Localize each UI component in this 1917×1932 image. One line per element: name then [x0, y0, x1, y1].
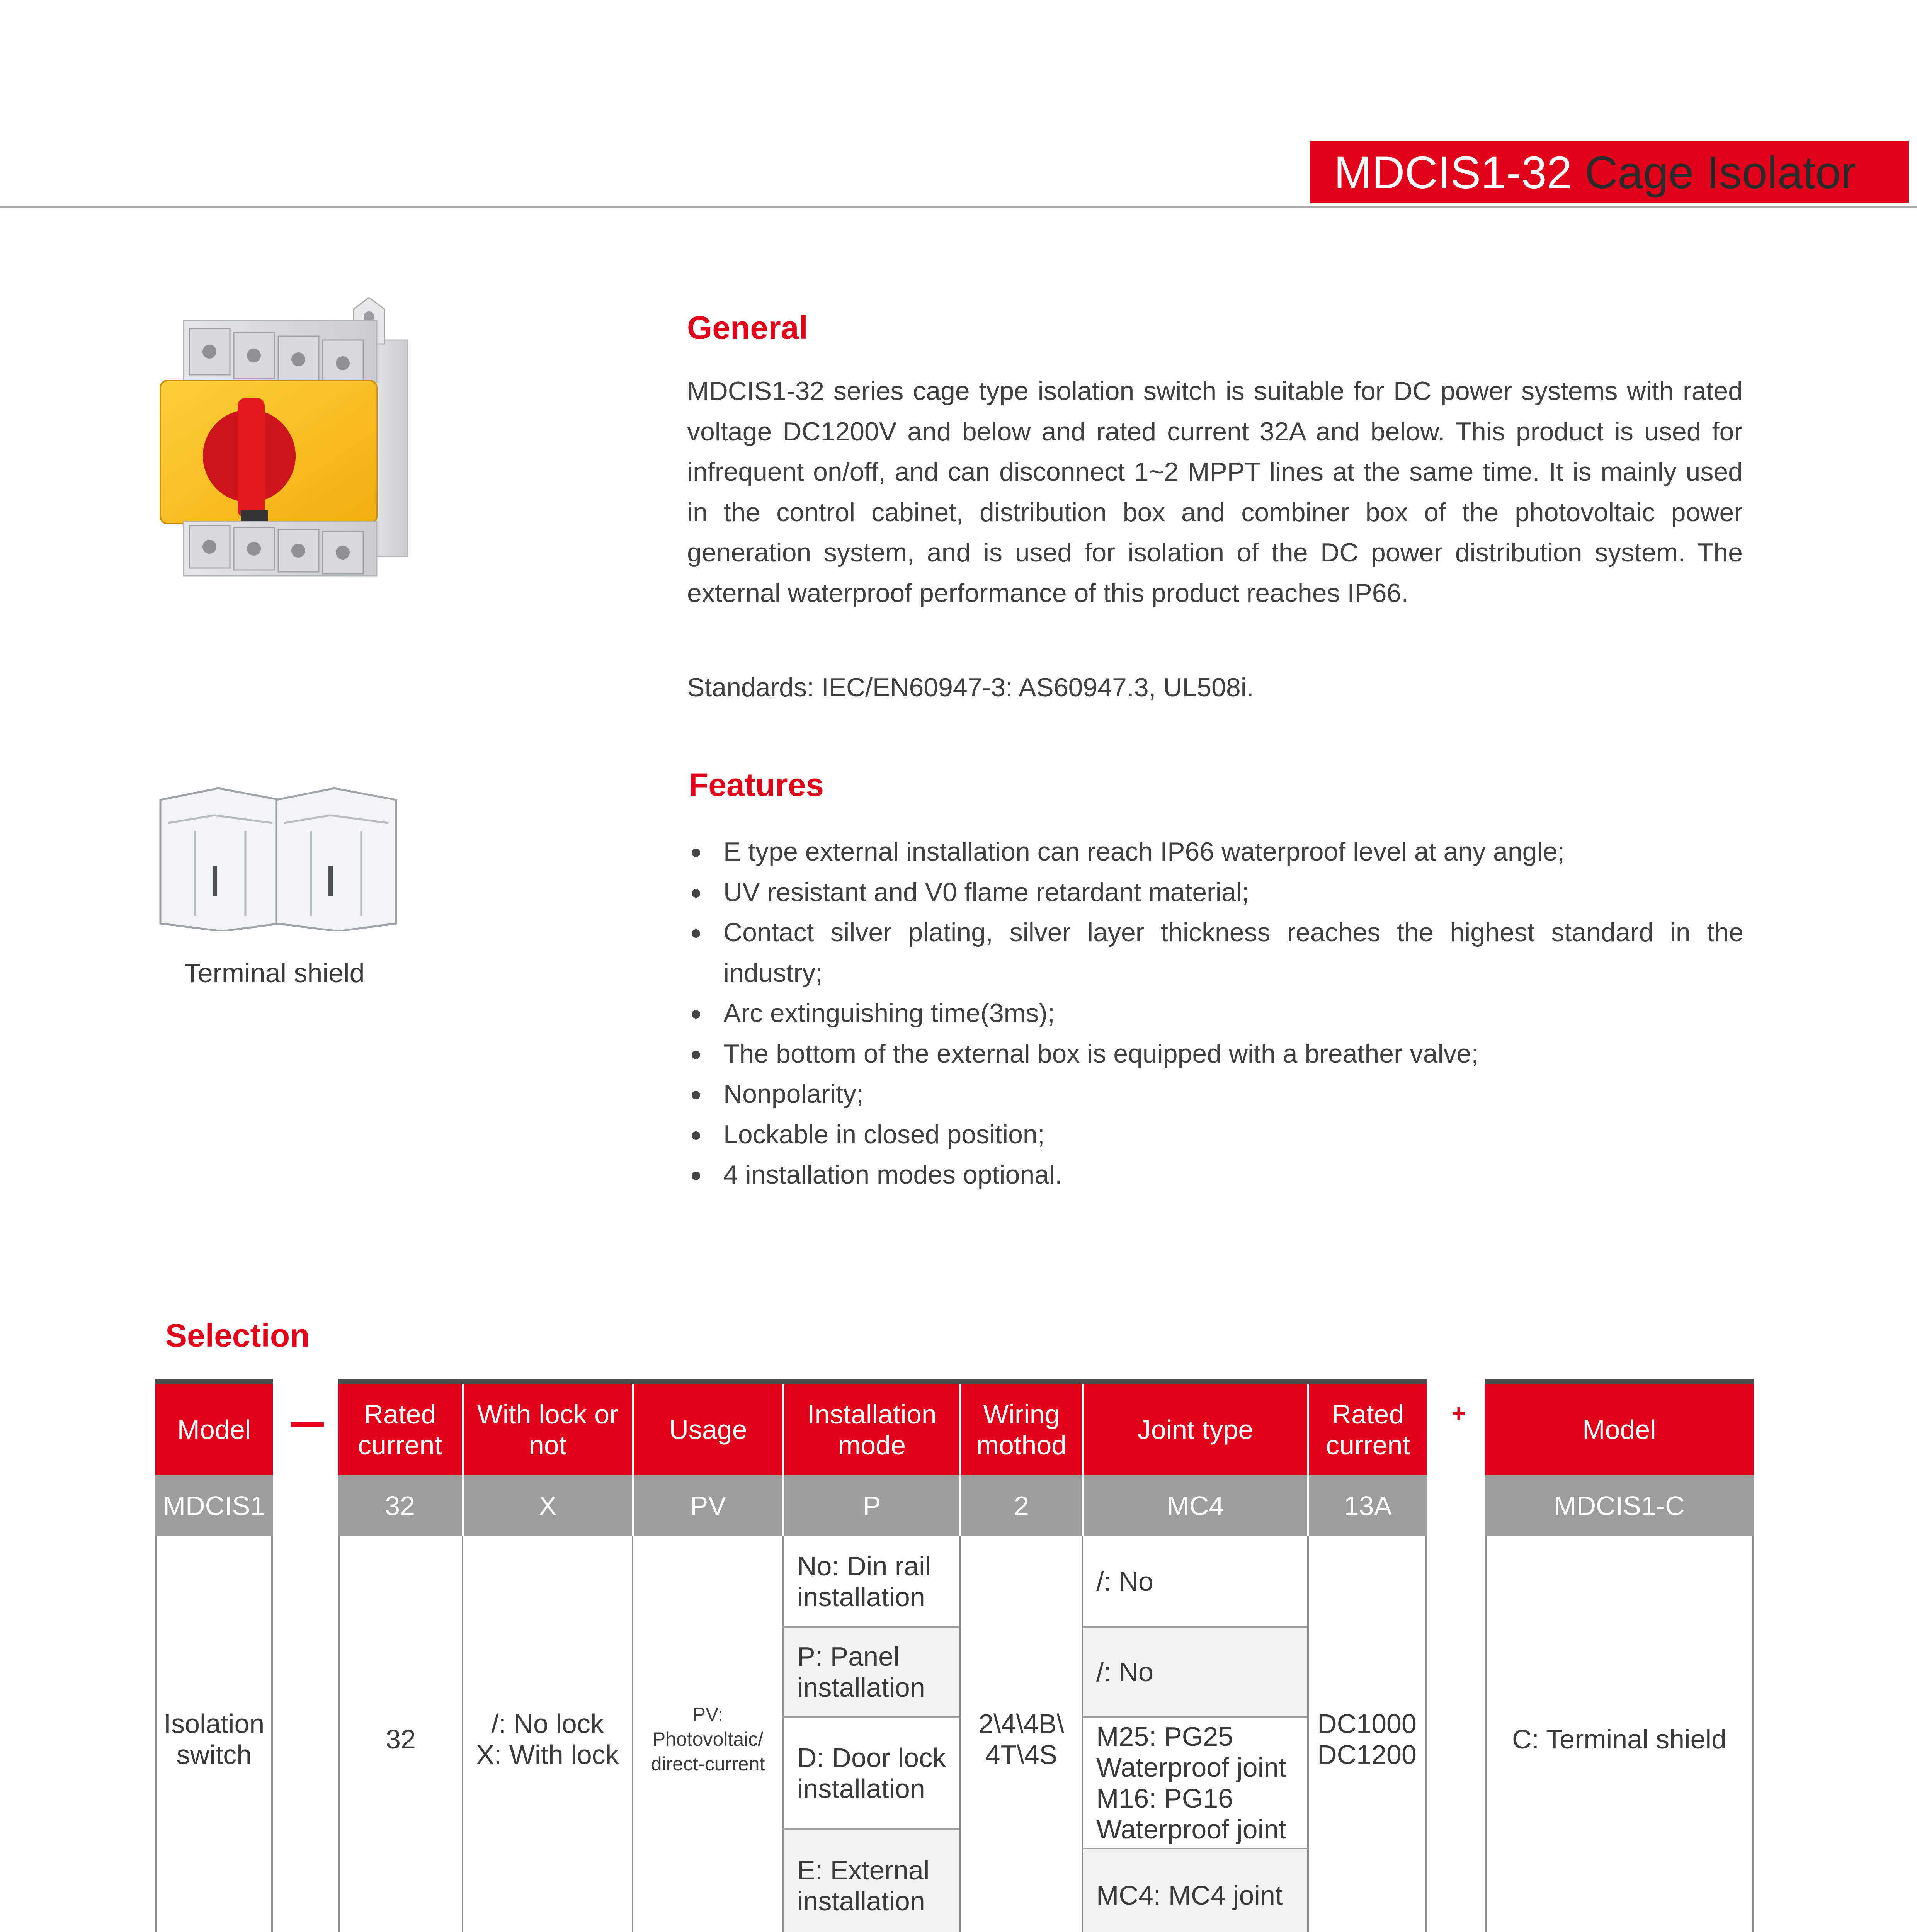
detail-usage: PV: Photovoltaic/ direct-current — [632, 1536, 782, 1932]
detail-model: Isolation switch — [155, 1536, 273, 1932]
general-description: MDCIS1-32 series cage type isolation switch is suitable for DC power systems with rated voltage DC1200V and below and rated current 32A and below. This product is used for infrequent on/off, and can disconnect 1~2 MPPT lines at the same time. It is mainly used in the control cabinet, distribution box and combiner box of the photovoltaic power generation system, and is used for isolation of the DC power distribution system. The external waterproof performance of this product reaches IP66. — [687, 376, 1743, 608]
detail-wiring: 2\4\4B\ 4T\4S — [959, 1536, 1082, 1932]
joint-mc4: MC4: MC4 joint — [1082, 1849, 1307, 1932]
header-lock: With lock or not — [462, 1384, 632, 1475]
joint-none-1: /: No — [1082, 1536, 1307, 1627]
example-installation: P — [782, 1475, 959, 1536]
features-list — [689, 832, 1744, 1195]
bullet-icon — [692, 1051, 700, 1059]
detail-model-2: C: Terminal shield — [1485, 1536, 1754, 1932]
row-divider — [782, 1716, 959, 1718]
example-rated-current: 32 — [338, 1475, 462, 1536]
example-joint: MC4 — [1082, 1475, 1307, 1536]
installation-door-lock: D: Door lock installation — [782, 1717, 959, 1829]
row-divider — [782, 1828, 959, 1830]
example-usage: PV — [632, 1475, 782, 1536]
isolator-switch-photo — [153, 294, 415, 587]
bullet-icon — [692, 1010, 700, 1019]
feature-item: The bottom of the external box is equipped with a breather valve; — [689, 1034, 1744, 1074]
joint-waterproof: M25: PG25 Waterproof joint M16: PG16 Waterproof joint — [1082, 1717, 1307, 1849]
title-product: Cage Isolator — [1585, 147, 1856, 198]
detail-rated-current-2: DC1000 DC1200 — [1307, 1536, 1427, 1932]
feature-item: Contact silver plating, silver layer thickness reaches the highest standard in the industry; — [689, 912, 1744, 993]
feature-item: Arc extinguishing time(3ms); — [689, 993, 1744, 1034]
row-divider — [1082, 1626, 1307, 1628]
installation-din-rail: No: Din rail installation — [782, 1536, 959, 1627]
table-top-border — [1485, 1379, 1754, 1384]
detail-lock: /: No lock X: With lock — [462, 1536, 632, 1932]
bullet-icon — [692, 929, 700, 938]
bullet-icon — [692, 1172, 700, 1180]
header-installation: Installation mode — [782, 1384, 959, 1475]
header-usage: Usage — [632, 1384, 782, 1475]
example-model-2: MDCIS1-C — [1485, 1475, 1754, 1536]
feature-item: UV resistant and V0 flame retardant material; — [689, 872, 1744, 913]
header-wiring: Wiring mothod — [959, 1384, 1082, 1475]
detail-rated-current: 32 — [338, 1536, 462, 1932]
terminal-shield-caption: Terminal shield — [184, 958, 365, 988]
table-top-border — [338, 1379, 1427, 1384]
dash-separator — [291, 1422, 324, 1427]
row-divider — [1082, 1848, 1307, 1849]
feature-item: 4 installation modes optional. — [689, 1155, 1744, 1195]
feature-item: Lockable in closed position; — [689, 1114, 1744, 1155]
installation-external: E: External installation — [782, 1829, 959, 1932]
header-rule — [0, 206, 1917, 208]
feature-item: E type external installation can reach IP66 waterproof level at any angle; — [689, 832, 1744, 872]
general-heading: General — [687, 310, 808, 346]
example-model: MDCIS1 — [155, 1475, 273, 1536]
bullet-icon — [692, 849, 700, 857]
example-lock: X — [462, 1475, 632, 1536]
plus-separator: + — [1451, 1399, 1466, 1427]
bullet-icon — [692, 1131, 700, 1140]
header-model: Model — [155, 1384, 273, 1475]
bullet-icon — [692, 1091, 700, 1099]
header-joint: Joint type — [1082, 1384, 1307, 1475]
standards-text: Standards: IEC/EN60947-3: AS60947.3, UL508i. — [687, 673, 1254, 702]
features-heading: Features — [689, 767, 824, 803]
installation-panel: P: Panel installation — [782, 1627, 959, 1717]
header-rated-current-2: Rated current — [1307, 1384, 1427, 1475]
row-divider — [782, 1626, 959, 1628]
title-model: MDCIS1-32 — [1334, 147, 1572, 198]
row-divider — [1082, 1716, 1307, 1718]
page-title — [1334, 141, 1856, 204]
example-wiring: 2 — [959, 1475, 1082, 1536]
selection-heading: Selection — [165, 1317, 310, 1354]
terminal-shield-photo — [153, 777, 404, 931]
header-model-2: Model — [1485, 1384, 1754, 1475]
example-rated-current-2: 13A — [1307, 1475, 1427, 1536]
bullet-icon — [692, 889, 700, 898]
table-top-border — [155, 1379, 273, 1384]
header-rated-current: Rated current — [338, 1384, 462, 1475]
feature-item: Nonpolarity; — [689, 1074, 1744, 1114]
joint-none-2: /: No — [1082, 1627, 1307, 1717]
